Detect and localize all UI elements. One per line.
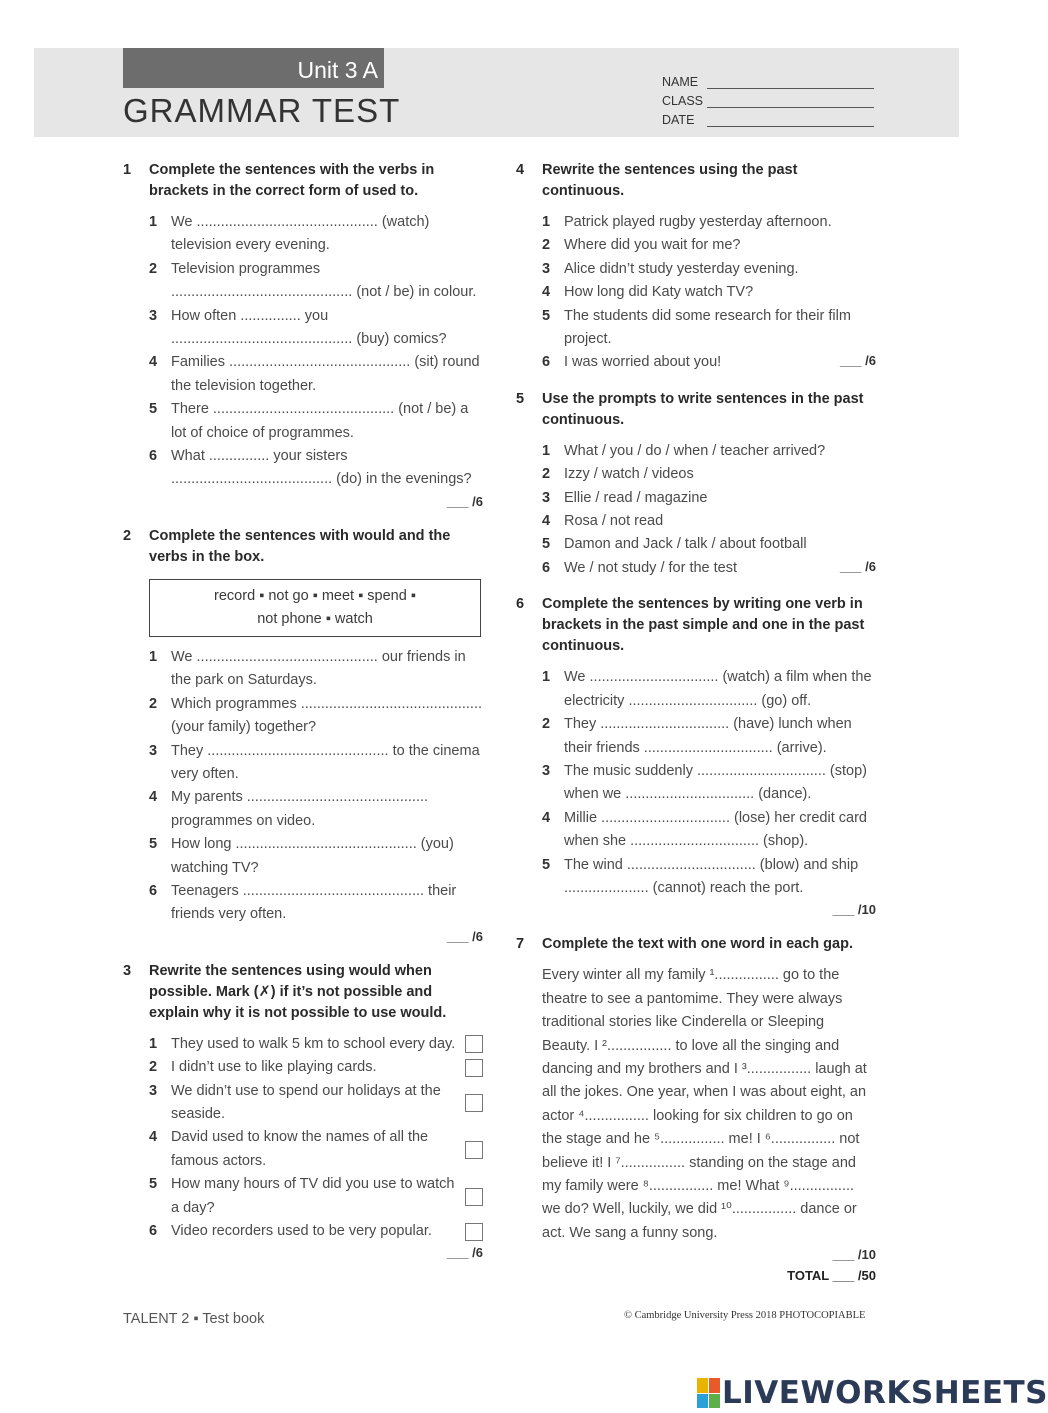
- unit-label: Unit 3 A: [123, 48, 384, 88]
- task-heading: 3 Rewrite the sentences using would when possible. Mark (✗) if it’s not possible and explain why it is not possible to use would.: [123, 961, 483, 1024]
- list-item[interactable]: 5 Damon and Jack / talk / about football: [542, 536, 807, 553]
- list-item[interactable]: 4 Millie ................................ (lose) her credit card when she ................................ (shop).: [542, 809, 867, 850]
- task-2: [123, 526, 483, 947]
- task-4: [516, 160, 876, 375]
- task-instruction: Complete the text with one word in each gap.: [542, 936, 853, 953]
- class-field[interactable]: CLASS: [662, 89, 874, 108]
- list-item[interactable]: 2 Which programmes ............................................. (your family) together?: [149, 695, 483, 736]
- list-item[interactable]: 5 The wind ................................ (blow) and ship ..................... (cannot) reach the port.: [542, 856, 859, 896]
- answer-checkbox[interactable]: [465, 1035, 483, 1053]
- list-item[interactable]: 3 They ............................................. to the cinema very often.: [149, 742, 480, 782]
- list-item[interactable]: 5 How long ............................................. (you) watching TV?: [149, 836, 454, 876]
- list-item[interactable]: 1 We ............................................. (watch) television every evening.: [149, 214, 430, 254]
- task-instruction: Rewrite the sentences using would when possible. Mark (✗) if it’s not possible and explain why it is not possible to use would.: [149, 962, 447, 1021]
- score-label: ___ /6: [446, 1245, 483, 1261]
- list-item: 6 Video recorders used to be very popular.: [149, 1220, 483, 1243]
- list-item[interactable]: 2 Where did you wait for me?: [542, 237, 741, 254]
- list-item[interactable]: 1 We ................................ (watch) a film when the electricity ................................ (go) off.: [542, 669, 872, 709]
- list-item[interactable]: 1 What / you / do / when / teacher arrived?: [542, 442, 826, 459]
- gap-fill-text[interactable]: Every winter all my family ¹................ go to the theatre to see a pantomime. They were always traditional stories like Cinderella or Sleeping Beauty. I ²................ to love all the singing and dancing and my brothers and I ³................ laugh at all the jokes. One year, when I was about eight, an actor ⁴................ looking for six children to go on the stage and he ⁵................ me! I ⁶................ not believe it! I ⁷................ standing on the stage and my family were ⁸................ me! What ⁹................ we do? Well, luckily, we did ¹⁰................ dance or act. We sang a funny song.: [542, 967, 867, 1241]
- task-3: [123, 961, 483, 1264]
- list-item: 5 How many hours of TV did you use to watch a day?: [149, 1173, 483, 1220]
- page-title: GRAMMAR TEST: [123, 92, 401, 129]
- list-item[interactable]: 3 The music suddenly ................................ (stop) when we ................................ (dance).: [542, 762, 867, 803]
- student-info-fields: [662, 70, 874, 127]
- list-item[interactable]: 4 Families ............................................. (sit) round the television together.: [149, 354, 480, 394]
- word-box: record ▪ not go ▪ meet ▪ spend ▪ not phone ▪ watch: [149, 579, 481, 637]
- task-instruction: Use the prompts to write sentences in the past continuous.: [542, 390, 864, 428]
- task-instruction: Complete the sentences with the verbs in brackets in the correct form of used to.: [149, 162, 435, 199]
- task-heading: 7 Complete the text with one word in each gap.: [516, 934, 876, 955]
- list-item[interactable]: 2 Television programmes ............................................. (not / be) in colour.: [149, 260, 477, 301]
- answer-checkbox[interactable]: [465, 1094, 483, 1112]
- list-item[interactable]: 3 Alice didn’t study yesterday evening.: [542, 260, 799, 277]
- score-label: ___ /10: [832, 902, 876, 918]
- date-field[interactable]: DATE: [662, 108, 874, 127]
- list-item[interactable]: 5 There ............................................. (not / be) a lot of choice of programmes.: [149, 401, 469, 441]
- task-heading: 2 Complete the sentences with would and the verbs in the box.: [123, 526, 483, 568]
- task-instruction: Complete the sentences with would and the verbs in the box.: [149, 527, 451, 565]
- list-item[interactable]: 3 Ellie / read / magazine: [542, 489, 708, 506]
- task-heading: 4 Rewrite the sentences using the past continuous.: [516, 160, 876, 202]
- task-heading: 5 Use the prompts to write sentences in the past continuous.: [516, 389, 876, 431]
- list-item[interactable]: 4 My parents ............................................. programmes on video.: [149, 789, 429, 829]
- list-item: 1 They used to walk 5 km to school every day.: [149, 1033, 483, 1056]
- list-item: 2 I didn’t use to like playing cards.: [149, 1056, 483, 1079]
- score-label: ___ /6: [446, 493, 483, 509]
- answer-checkbox[interactable]: [465, 1188, 483, 1206]
- list-item[interactable]: 6 We / not study / for the test ___ /6: [542, 557, 876, 580]
- list-item[interactable]: 1 We ............................................. our friends in the park on Saturdays.: [149, 648, 466, 689]
- list-item[interactable]: 4 Rosa / not read: [542, 513, 664, 530]
- task-heading: 6 Complete the sentences by writing one verb in brackets in the past simple and one in the past continuous.: [516, 594, 876, 657]
- list-item[interactable]: 1 Patrick played rugby yesterday afternoon.: [542, 214, 832, 230]
- liveworksheets-watermark: [697, 1375, 1048, 1411]
- list-item[interactable]: 6 What ............... your sisters ........................................ (do) in the evenings?: [149, 448, 472, 488]
- list-item[interactable]: 6 I was worried about you! ___ /6: [542, 351, 876, 374]
- answer-checkbox[interactable]: [465, 1223, 483, 1241]
- total-score: TOTAL ___ /50: [787, 1268, 876, 1284]
- task-5: [516, 389, 876, 580]
- list-item[interactable]: 2 They ................................ (have) lunch when their friends ................................ (arrive).: [542, 716, 852, 756]
- liveworksheets-logo-icon: [697, 1378, 719, 1408]
- list-item[interactable]: 5 The students did some research for their film project.: [542, 307, 851, 348]
- left-column: [123, 160, 483, 1277]
- list-item: 3 We didn’t use to spend our holidays at the seaside.: [149, 1080, 483, 1127]
- book-footer: TALENT 2 ▪ Test book: [123, 1311, 265, 1327]
- score-label: ___ /10: [832, 1247, 876, 1263]
- score-label: ___ /6: [839, 353, 876, 369]
- header-band: [34, 48, 959, 137]
- score-label: ___ /6: [839, 558, 876, 574]
- task-6: [516, 594, 876, 920]
- list-item[interactable]: 2 Izzy / watch / videos: [542, 466, 694, 483]
- brand-name: LIVEWORKSHEETS: [722, 1375, 1048, 1411]
- task-instruction: Complete the sentences by writing one verb in brackets in the past simple and one in the past continuous.: [542, 596, 865, 655]
- task-instruction: Rewrite the sentences using the past continuous.: [542, 162, 798, 199]
- list-item[interactable]: 4 How long did Katy watch TV?: [542, 284, 754, 301]
- answer-checkbox[interactable]: [465, 1141, 483, 1159]
- name-field[interactable]: NAME: [662, 70, 874, 89]
- right-column: [516, 160, 876, 1301]
- task-1: [123, 160, 483, 512]
- list-item[interactable]: 3 How often ............... you ............................................. (buy) comics?: [149, 307, 447, 348]
- task-heading: 1 Complete the sentences with the verbs in brackets in the correct form of used to.: [123, 160, 483, 202]
- answer-checkbox[interactable]: [465, 1059, 483, 1077]
- copyright-footer: © Cambridge University Press 2018 PHOTOCOPIABLE: [624, 1310, 866, 1321]
- task-7: [516, 934, 876, 1287]
- list-item[interactable]: 6 Teenagers ............................................. their friends very often.: [149, 882, 457, 923]
- list-item: 4 David used to know the names of all the famous actors.: [149, 1126, 483, 1173]
- score-label: ___ /6: [446, 928, 483, 944]
